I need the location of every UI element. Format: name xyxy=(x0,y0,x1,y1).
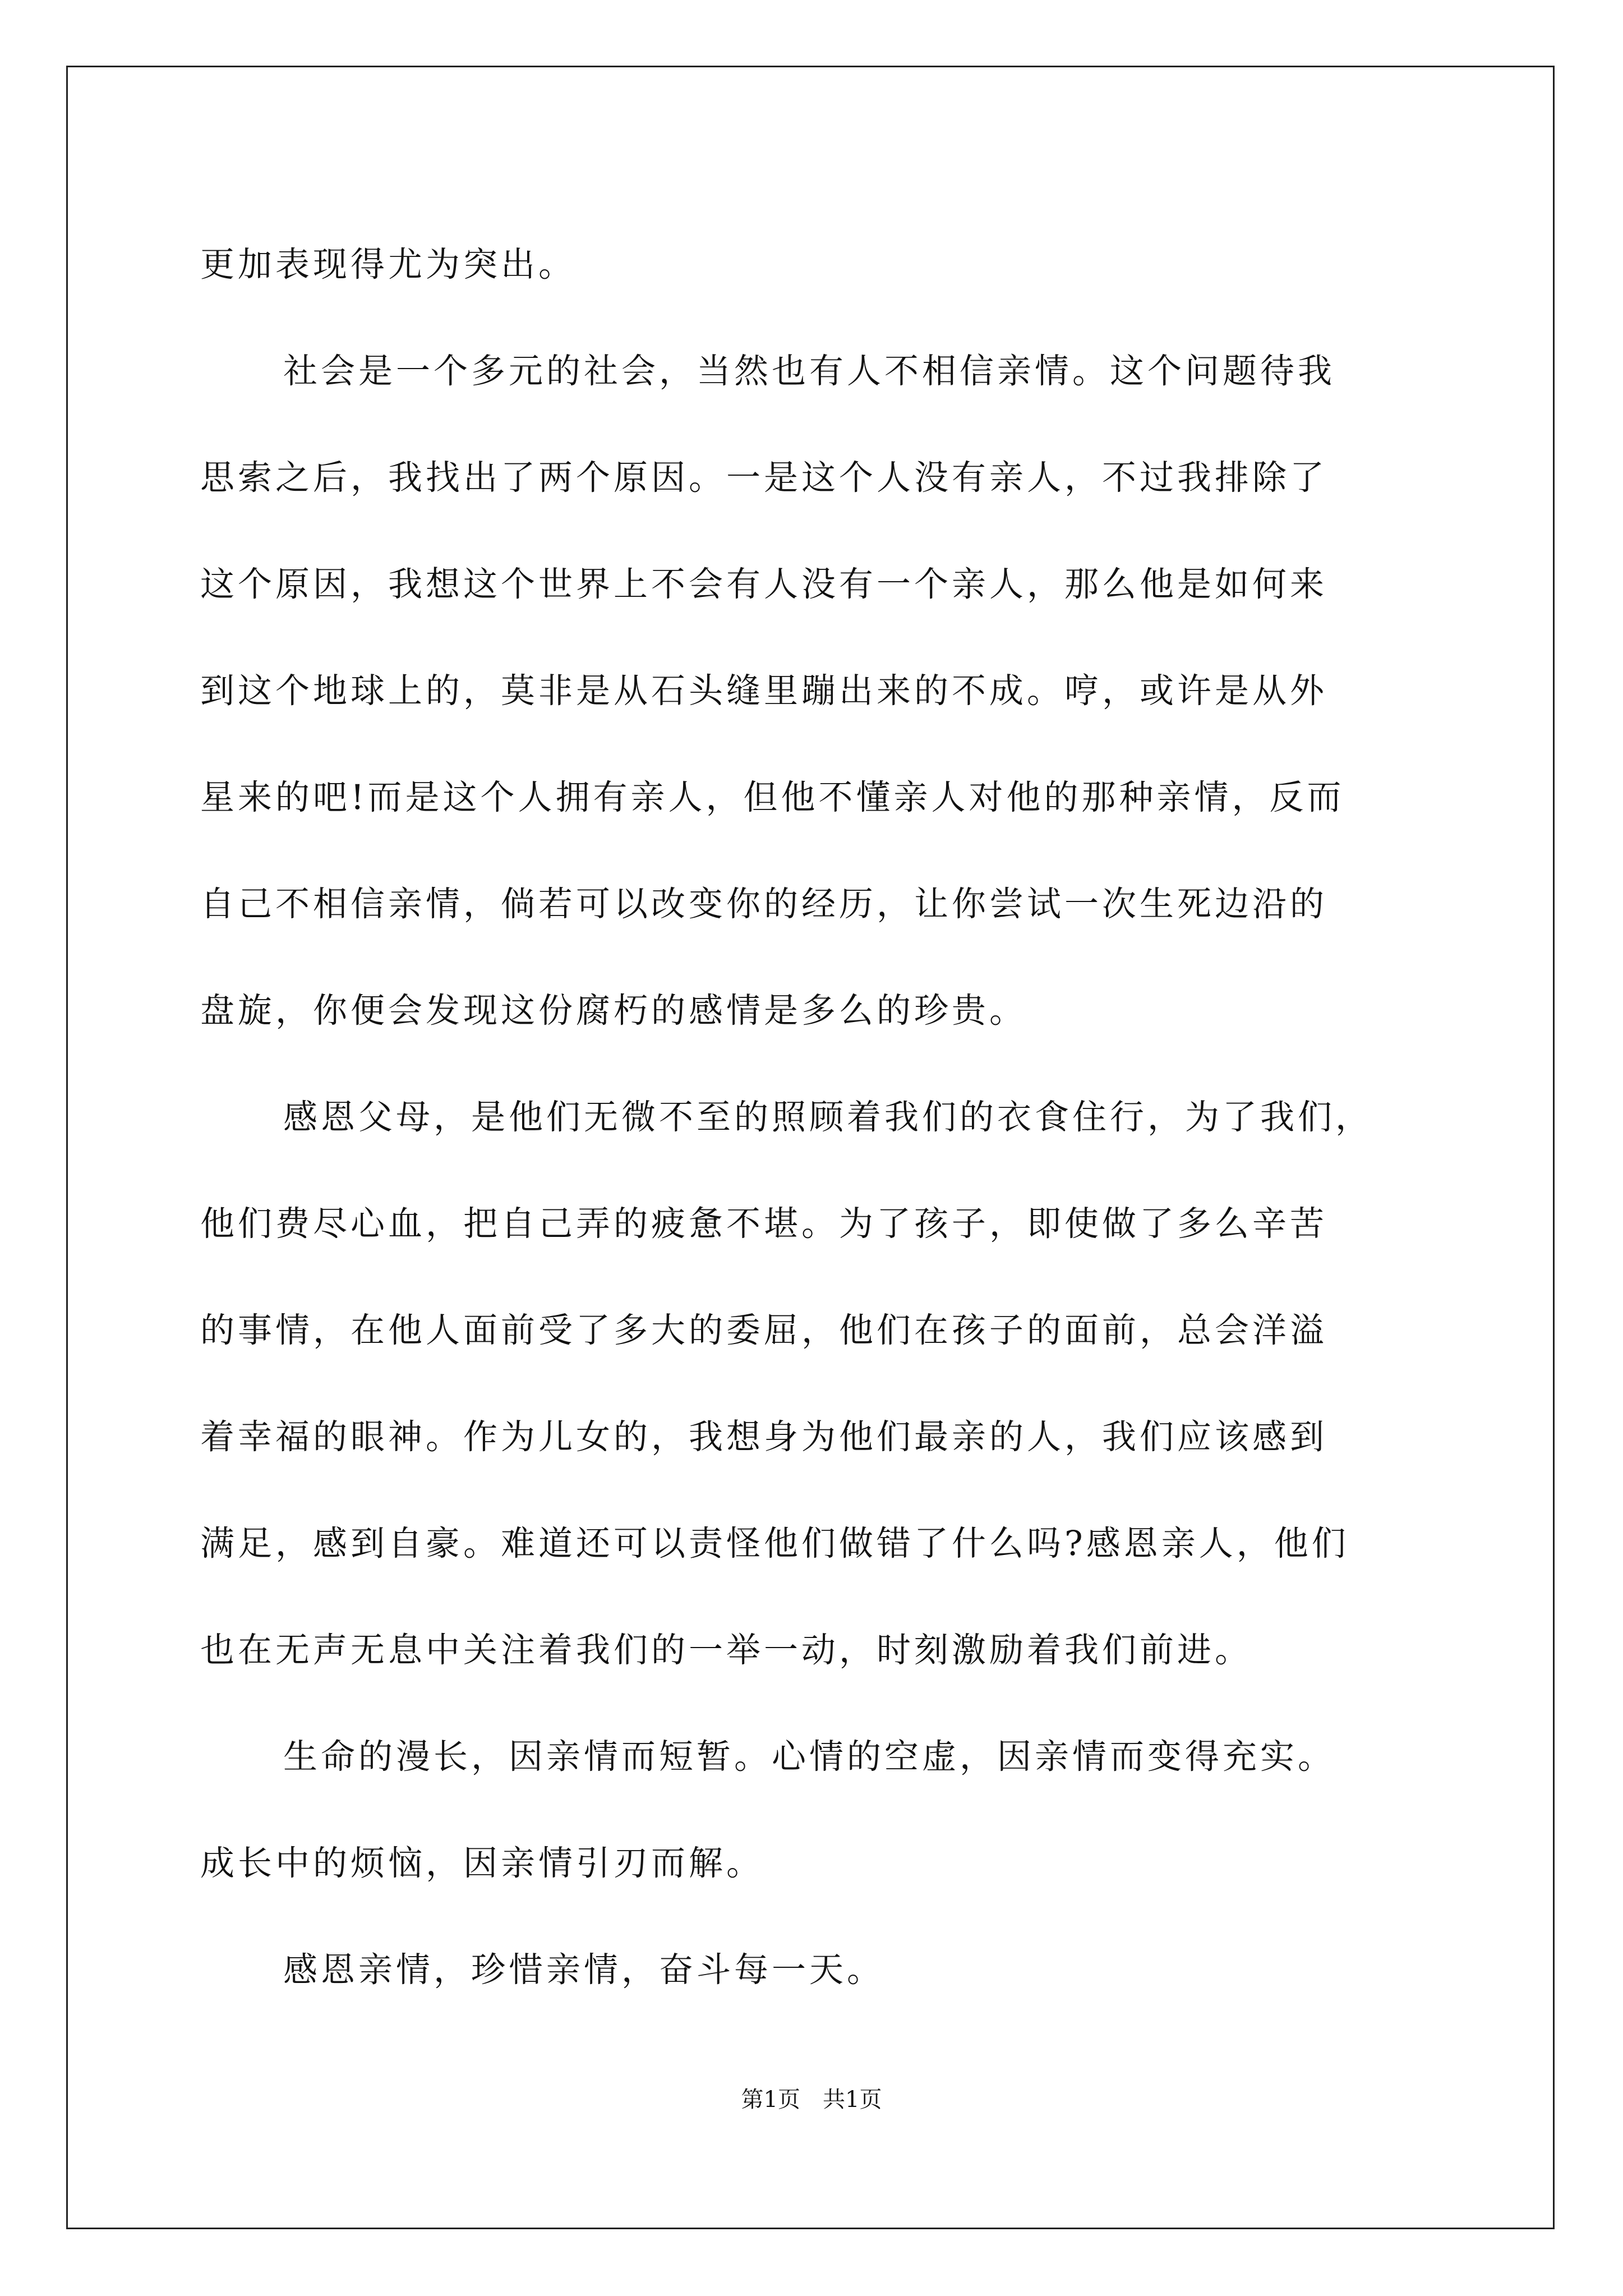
text-line: 这个原因，我想这个世界上不会有人没有一个亲人，那么他是如何来 xyxy=(200,564,1328,604)
text-line: 成长中的烦恼，因亲情引刃而解。 xyxy=(200,1843,764,1883)
text-line: 更加表现得尤为突出。 xyxy=(200,245,577,284)
text-line: 满足，感到自豪。难道还可以责怪他们做错了什么吗?感恩亲人，他们 xyxy=(200,1524,1349,1563)
text-line: 思索之后，我找出了两个原因。一是这个人没有亲人，不过我排除了 xyxy=(200,458,1328,498)
text-line: 他们费尽心血，把自己弄的疲惫不堪。为了孩子，即使做了多么辛苦 xyxy=(200,1204,1328,1244)
text-line: 也在无声无息中关注着我们的一举一动，时刻激励着我们前进。 xyxy=(200,1630,1253,1670)
text-line: 的事情，在他人面前受了多大的委屈，他们在孩子的面前，总会洋溢 xyxy=(200,1310,1328,1350)
paragraph-start-line: 感恩父母，是他们无微不至的照顾着我们的衣食住行，为了我们， xyxy=(283,1097,1373,1137)
paragraph-start-line: 生命的漫长，因亲情而短暂。心情的空虚，因亲情而变得充实。 xyxy=(283,1737,1336,1777)
document-body xyxy=(200,211,1434,2023)
text-line: 盘旋，你便会发现这份腐朽的感情是多么的珍贵。 xyxy=(200,991,1027,1030)
page-total: 共1页 xyxy=(823,2087,882,2113)
text-line: 自己不相信亲情，倘若可以改变你的经历，让你尝试一次生死边沿的 xyxy=(200,884,1328,924)
paragraph-start-line: 社会是一个多元的社会，当然也有人不相信亲情。这个问题待我 xyxy=(283,351,1336,391)
text-line: 到这个地球上的，莫非是从石头缝里蹦出来的不成。哼，或许是从外 xyxy=(200,671,1328,711)
paragraph-start-line: 感恩亲情，珍惜亲情，奋斗每一天。 xyxy=(283,1950,885,1990)
text-line: 星来的吧!而是这个人拥有亲人，但他不懂亲人对他的那种亲情，反而 xyxy=(200,777,1345,817)
page-footer xyxy=(0,2086,1623,2114)
page-number: 第1页 xyxy=(741,2087,800,2113)
text-line: 着幸福的眼神。作为儿女的，我想身为他们最亲的人，我们应该感到 xyxy=(200,1417,1328,1457)
